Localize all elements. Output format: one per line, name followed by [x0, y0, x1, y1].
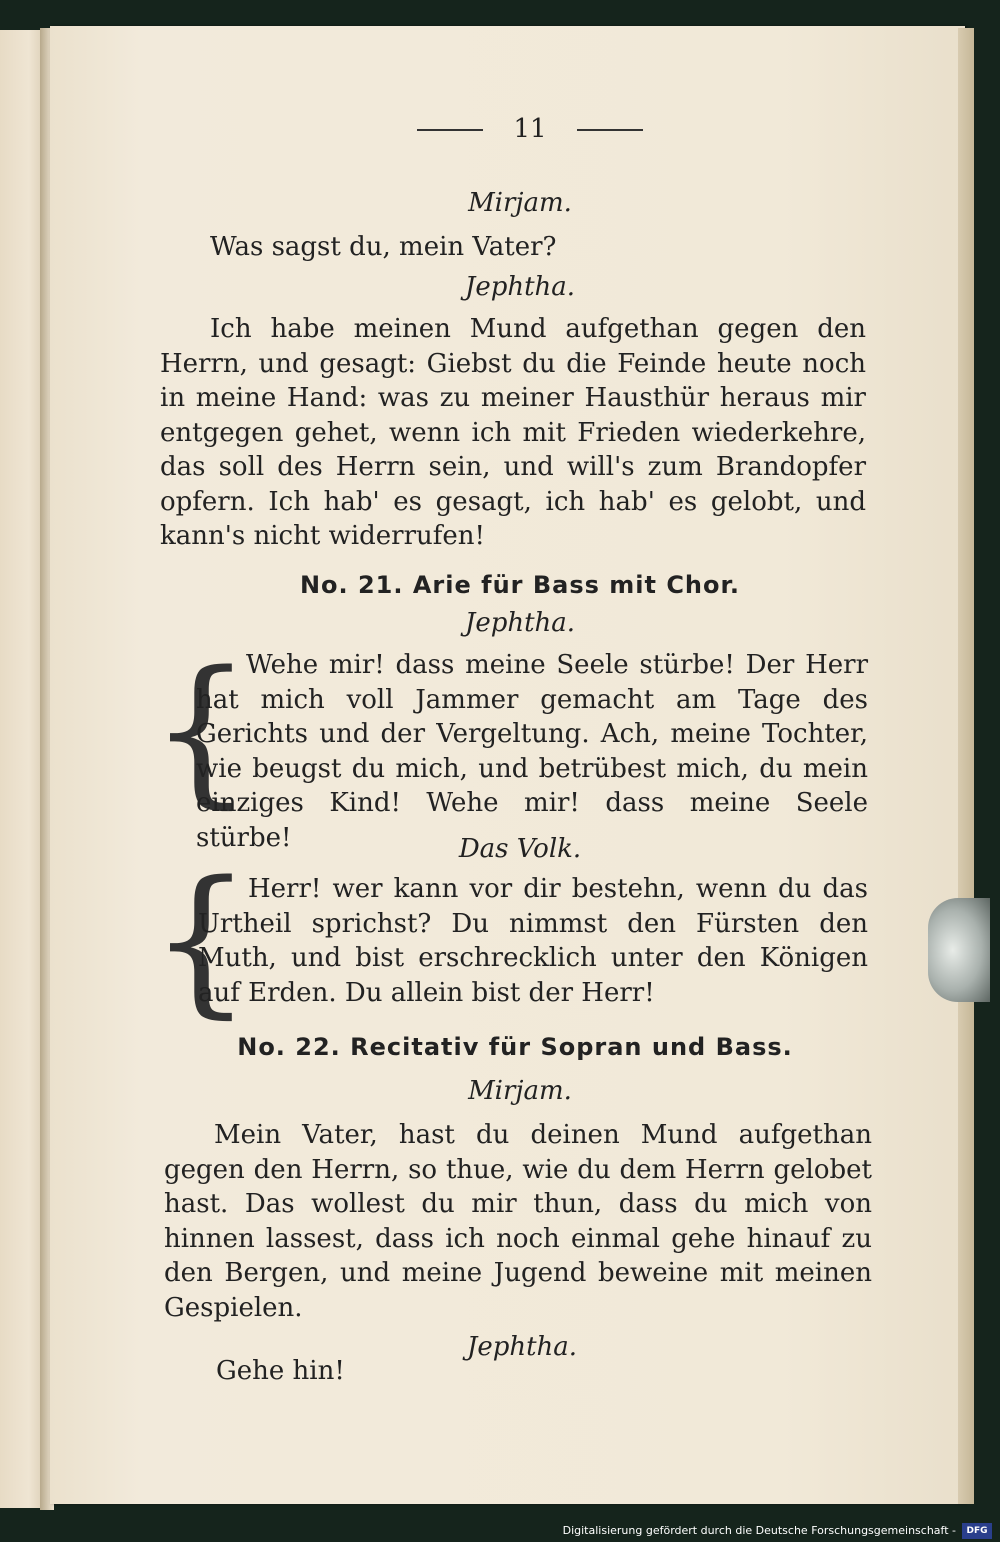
speaker-mirjam: Mirjam. — [468, 188, 572, 218]
digitization-credit: Digitalisierung gefördert durch die Deutsche Forschungsgemeinschaft - — [562, 1524, 956, 1537]
page-number: 11 — [380, 112, 680, 146]
page-clip — [928, 898, 990, 1002]
speaker-mirjam: Mirjam. — [468, 1076, 572, 1106]
speaker-jephtha: Jephtha. — [464, 272, 576, 302]
section-heading: No. 21. Arie für Bass mit Chor. — [299, 571, 741, 599]
paragraph: Wehe mir! dass meine Seele stürbe! Der Herr hat mich voll Jammer gemacht am Tage des Gerichts und der Vergeltung. Ach, meine Tochter, wie beugst du mich, und betrübest mich, du mein einziges Kind! Wehe mir! dass meine Seele stürbe! — [196, 650, 868, 853]
speaker-jephtha: Jephtha. — [466, 1332, 578, 1362]
text-line: Gehe hin! — [216, 1356, 345, 1386]
section-heading: No. 22. Recitativ für Sopran und Bass. — [237, 1033, 793, 1061]
paragraph: Herr! wer kann vor dir bestehn, wenn du das Urtheil sprichst? Du nimmst den Fürsten den Muth, und bist erschrecklich unter den Königen auf Erden. Du allein bist der Herr! — [198, 874, 868, 1008]
bracket-mark: { — [150, 846, 252, 1033]
bracket-mark: { — [150, 636, 252, 823]
text-line: Was sagst du, mein Vater? — [210, 232, 557, 262]
speaker-das-volk: Das Volk. — [458, 834, 582, 864]
speaker-jephtha: Jephtha. — [464, 608, 576, 638]
paragraph: Mein Vater, hast du deinen Mund aufgethan gegen den Herrn, so thue, wie du dem Herrn gelobet hast. Das wollest du mir thun, dass du mich von hinnen lassest, dass ich noch einmal gehe hinauf zu den Bergen, und meine Jugend beweine mit meinen Gespielen. — [164, 1120, 872, 1323]
dfg-logo: DFG — [962, 1523, 992, 1539]
page-stack-edge — [958, 28, 974, 1504]
paragraph: Ich habe meinen Mund aufgethan gegen den Herrn, und gesagt: Giebst du die Feinde heute noch in meine Hand: was zu meiner Hausthür heraus mir entgegen gehet, wenn ich mit Frieden wiederkehre, das soll des Herrn sein, und will's zum Brandopfer opfern. Ich hab' es gesagt, ich hab' es gelobt, und kann's nicht widerrufen! — [160, 314, 866, 551]
